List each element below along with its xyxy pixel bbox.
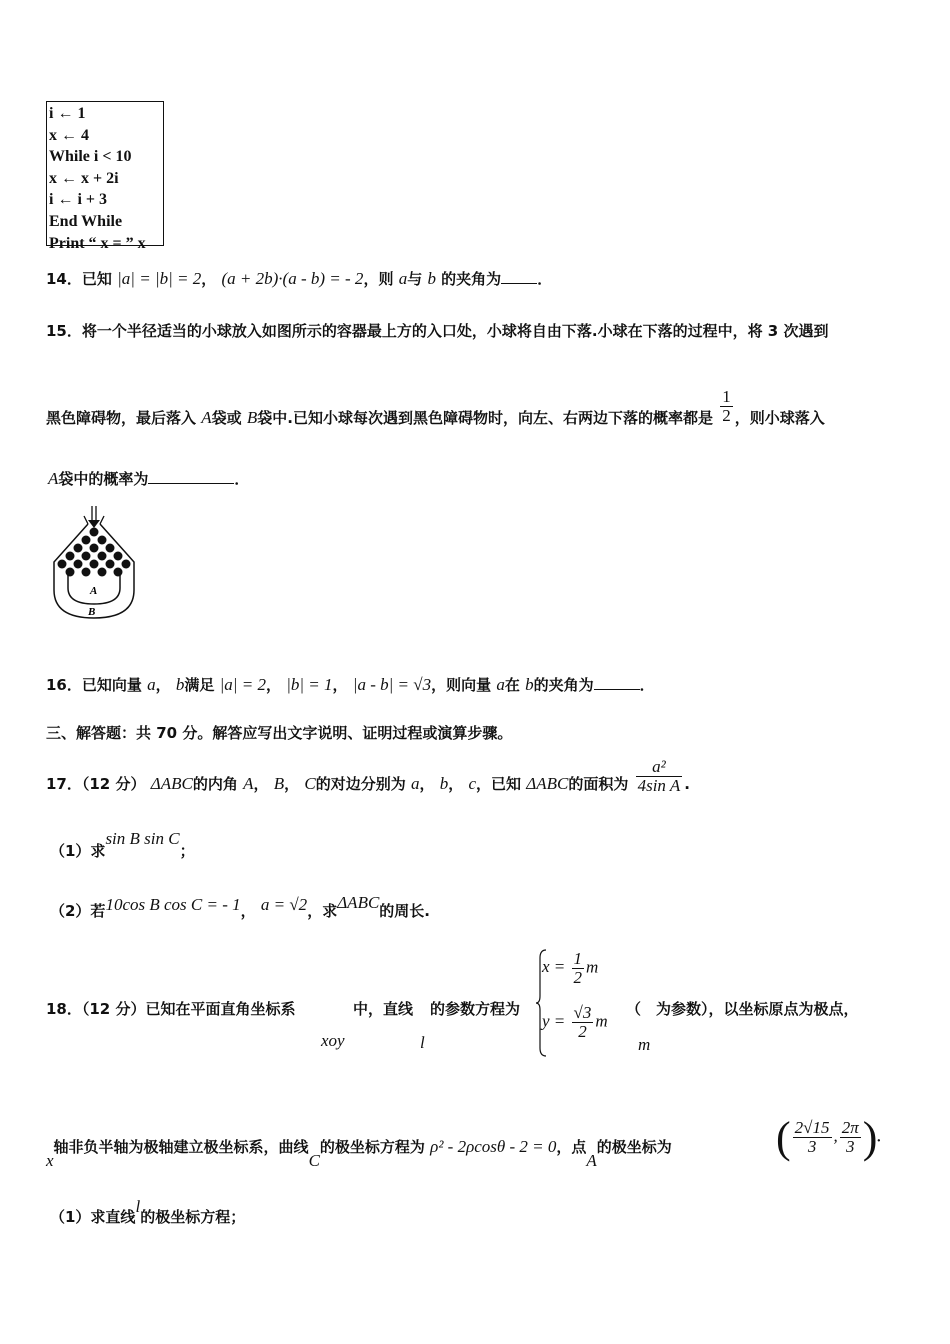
half-denominator: 2 [722, 405, 731, 425]
q14-text: ，则 [363, 270, 394, 288]
answer-blank [148, 469, 234, 484]
radius-denominator: 3 [807, 1137, 817, 1156]
side-c: c [468, 773, 476, 793]
q17-text: ，已知 [475, 774, 521, 793]
side-a: a [410, 773, 420, 793]
question-18-line-2 [46, 1136, 672, 1170]
answer-blank [594, 675, 640, 690]
equation-x [542, 950, 598, 987]
q17-sep: ， [240, 902, 256, 920]
part-label: （1）求直线 [50, 1208, 136, 1226]
q16-text: 已知向量 [81, 676, 142, 694]
q17-expression: a = √2 [260, 895, 308, 914]
part-label: （1）求 [50, 842, 106, 860]
q14-number: 14． [46, 270, 82, 288]
q16-period: ． [639, 676, 655, 694]
y-fraction [572, 1004, 594, 1041]
vector-b: b [525, 675, 534, 694]
q16-text: ，则向量 [431, 676, 492, 694]
q17-sep: ， [419, 774, 435, 793]
bag-a-label: A [201, 407, 212, 427]
triangle-abc: ΔABC [526, 773, 569, 793]
angle-fraction [840, 1119, 861, 1156]
angle-a: A [243, 773, 254, 793]
curve-c: C [308, 1151, 320, 1170]
q17-sep: ， [448, 774, 464, 793]
line-l: l [420, 1033, 425, 1052]
paren-right: ) [862, 1113, 878, 1162]
q14-condition-2: (a + 2b)·(a - b) = - 2 [221, 269, 364, 288]
question-17-part-1 [50, 829, 195, 861]
figure-label-a: A [90, 585, 98, 597]
q17-text: 的对边分别为 [315, 774, 406, 793]
x-denominator: 2 [573, 967, 583, 987]
vector-a: a [398, 269, 408, 288]
question-14 [46, 268, 552, 289]
q17-text: 的周长. [379, 902, 430, 920]
area-numerator: a² [636, 758, 683, 777]
equation-y [542, 1004, 608, 1041]
q18-text: 的参数方程为 [430, 1000, 521, 1018]
param-m: m [595, 1011, 608, 1031]
q14-text: 与 [407, 270, 423, 288]
q16-condition-3: |a - b| = √3 [352, 675, 432, 694]
question-18-line-1 [46, 998, 295, 1019]
bag-a-label: A [48, 469, 59, 488]
q17-expression: sin B sin C [105, 829, 180, 848]
paren-left: ( [776, 1113, 791, 1162]
x-fraction [572, 950, 585, 987]
answer-blank [501, 269, 537, 284]
angle-numerator: 2π [841, 1118, 859, 1138]
vector-a: a [496, 675, 505, 694]
q17-expression: 10cos B cos C = - 1 [105, 895, 241, 914]
q15-text: 袋中.已知小球每次遇到黑色障碍物时，向左、右两边下落的概率都是 [257, 408, 713, 427]
area-fraction [636, 758, 683, 795]
q18-period: . [877, 1129, 882, 1146]
coord-comma: , [833, 1126, 838, 1146]
q16-sep: ， [155, 676, 171, 694]
q16-sep: ， [265, 676, 281, 694]
q17-period: . [684, 774, 690, 793]
q14-text: 已知 [81, 270, 112, 288]
q15-text: 袋中的概率为 [58, 470, 149, 488]
y-numerator: √3 [573, 1003, 592, 1022]
radius-numerator: 2√15 [794, 1118, 830, 1138]
part-label: （2）若 [50, 902, 106, 920]
q14-text: 的夹角为 [441, 270, 502, 288]
q15-text: 黑色障碍物，最后落入 [46, 408, 197, 427]
y-denominator: 2 [578, 1021, 587, 1041]
side-b: b [439, 773, 449, 793]
bag-b-label: B [246, 407, 258, 427]
q16-text: 的夹角为 [533, 676, 594, 694]
q15-text: 袋或 [211, 408, 242, 427]
algo-line: x ← x + 2i [49, 169, 119, 187]
q16-number: 16． [46, 676, 82, 694]
q14-condition-1: |a| = |b| = 2 [117, 269, 202, 288]
question-17 [46, 757, 690, 803]
q18-text: 的极坐标方程为 [319, 1138, 425, 1156]
question-17-part-2 [50, 893, 430, 921]
x-lhs: x = [542, 957, 566, 977]
area-denominator: 4sin A [637, 775, 681, 795]
question-16 [46, 674, 655, 695]
q17-number: 17．（12 分） [46, 774, 146, 793]
probability-half [720, 388, 733, 425]
q18-xoy: xoy [321, 1031, 345, 1050]
x-axis-label: x [46, 1151, 54, 1170]
q15-text: ，则小球落入 [734, 408, 825, 427]
q18-text: 轴非负半轴为极轴建立极坐标系，曲线 [53, 1138, 309, 1156]
radius-fraction [793, 1119, 832, 1156]
q17-text: ，求 [307, 902, 338, 920]
y-lhs: y = [542, 1011, 566, 1031]
point-a-coordinates [776, 1112, 881, 1163]
half-numerator: 1 [722, 387, 731, 406]
algo-line: i ← 1 [49, 105, 86, 122]
q16-condition-2: |b| = 1 [286, 675, 333, 694]
x-numerator: 1 [573, 949, 583, 968]
line-l: l [135, 1197, 141, 1216]
angle-c: C [304, 773, 316, 793]
q17-text: ； [179, 842, 195, 860]
question-15-line-1: 15．将一个半径适当的小球放入如图所示的容器最上方的入口处，小球将自由下落.小球在下落的过程中，将 3 次遇到 [46, 322, 829, 340]
q16-condition-1: |a| = 2 [219, 675, 266, 694]
obstacle-dots [58, 528, 131, 577]
q18-number: 18．（12 分）已知在平面直角坐标系 [46, 1000, 296, 1018]
q14-period: ． [537, 270, 553, 288]
algo-line: End While [49, 212, 123, 230]
q14-sep: ， [201, 270, 217, 288]
q18-text: 为参数），以坐标原点为极点， [656, 1000, 859, 1018]
figure-label-b: B [88, 606, 96, 618]
q18-text: （ [626, 1000, 642, 1018]
q18-text: 的极坐标方程； [140, 1208, 246, 1226]
section-3-heading: 三、解答题：共 70 分。解答应写出文字说明、证明过程或演算步骤。 [46, 724, 513, 742]
triangle-abc: ΔABC [150, 773, 193, 793]
vector-a: a [147, 675, 156, 694]
q18-text: 中，直线 [353, 1000, 414, 1018]
q16-text: 满足 [184, 676, 215, 694]
algo-line: x ← 4 [49, 126, 89, 144]
algo-line: Print “ x = ” x [49, 234, 146, 252]
q17-text: 的面积为 [568, 774, 629, 793]
polar-equation: ρ² - 2ρcosθ - 2 = 0 [430, 1137, 557, 1156]
angle-b: B [273, 773, 285, 793]
ball-drop-figure [48, 502, 144, 624]
q17-sep: ， [253, 774, 269, 793]
q16-text: 在 [504, 676, 520, 694]
question-15-line-2 [46, 387, 825, 437]
vector-b: b [427, 269, 436, 288]
algorithm-box [46, 101, 164, 252]
q17-sep: ， [284, 774, 300, 793]
q15-period: ． [234, 470, 250, 488]
q18-text: ，点 [556, 1138, 587, 1156]
param-m: m [638, 1035, 651, 1054]
point-a: A [586, 1151, 597, 1170]
param-m: m [586, 957, 599, 977]
question-18-part-1 [50, 1197, 246, 1227]
algo-line: While i < 10 [49, 148, 132, 166]
question-15-line-3 [48, 468, 249, 489]
angle-denominator: 3 [846, 1137, 855, 1156]
q18-text: 的极坐标为 [596, 1138, 672, 1156]
q16-sep: ， [332, 676, 348, 694]
vector-b: b [175, 675, 185, 694]
triangle-abc: ΔABC [337, 893, 380, 912]
algo-line: i ← i + 3 [49, 191, 108, 209]
q17-text: 的内角 [192, 774, 238, 793]
